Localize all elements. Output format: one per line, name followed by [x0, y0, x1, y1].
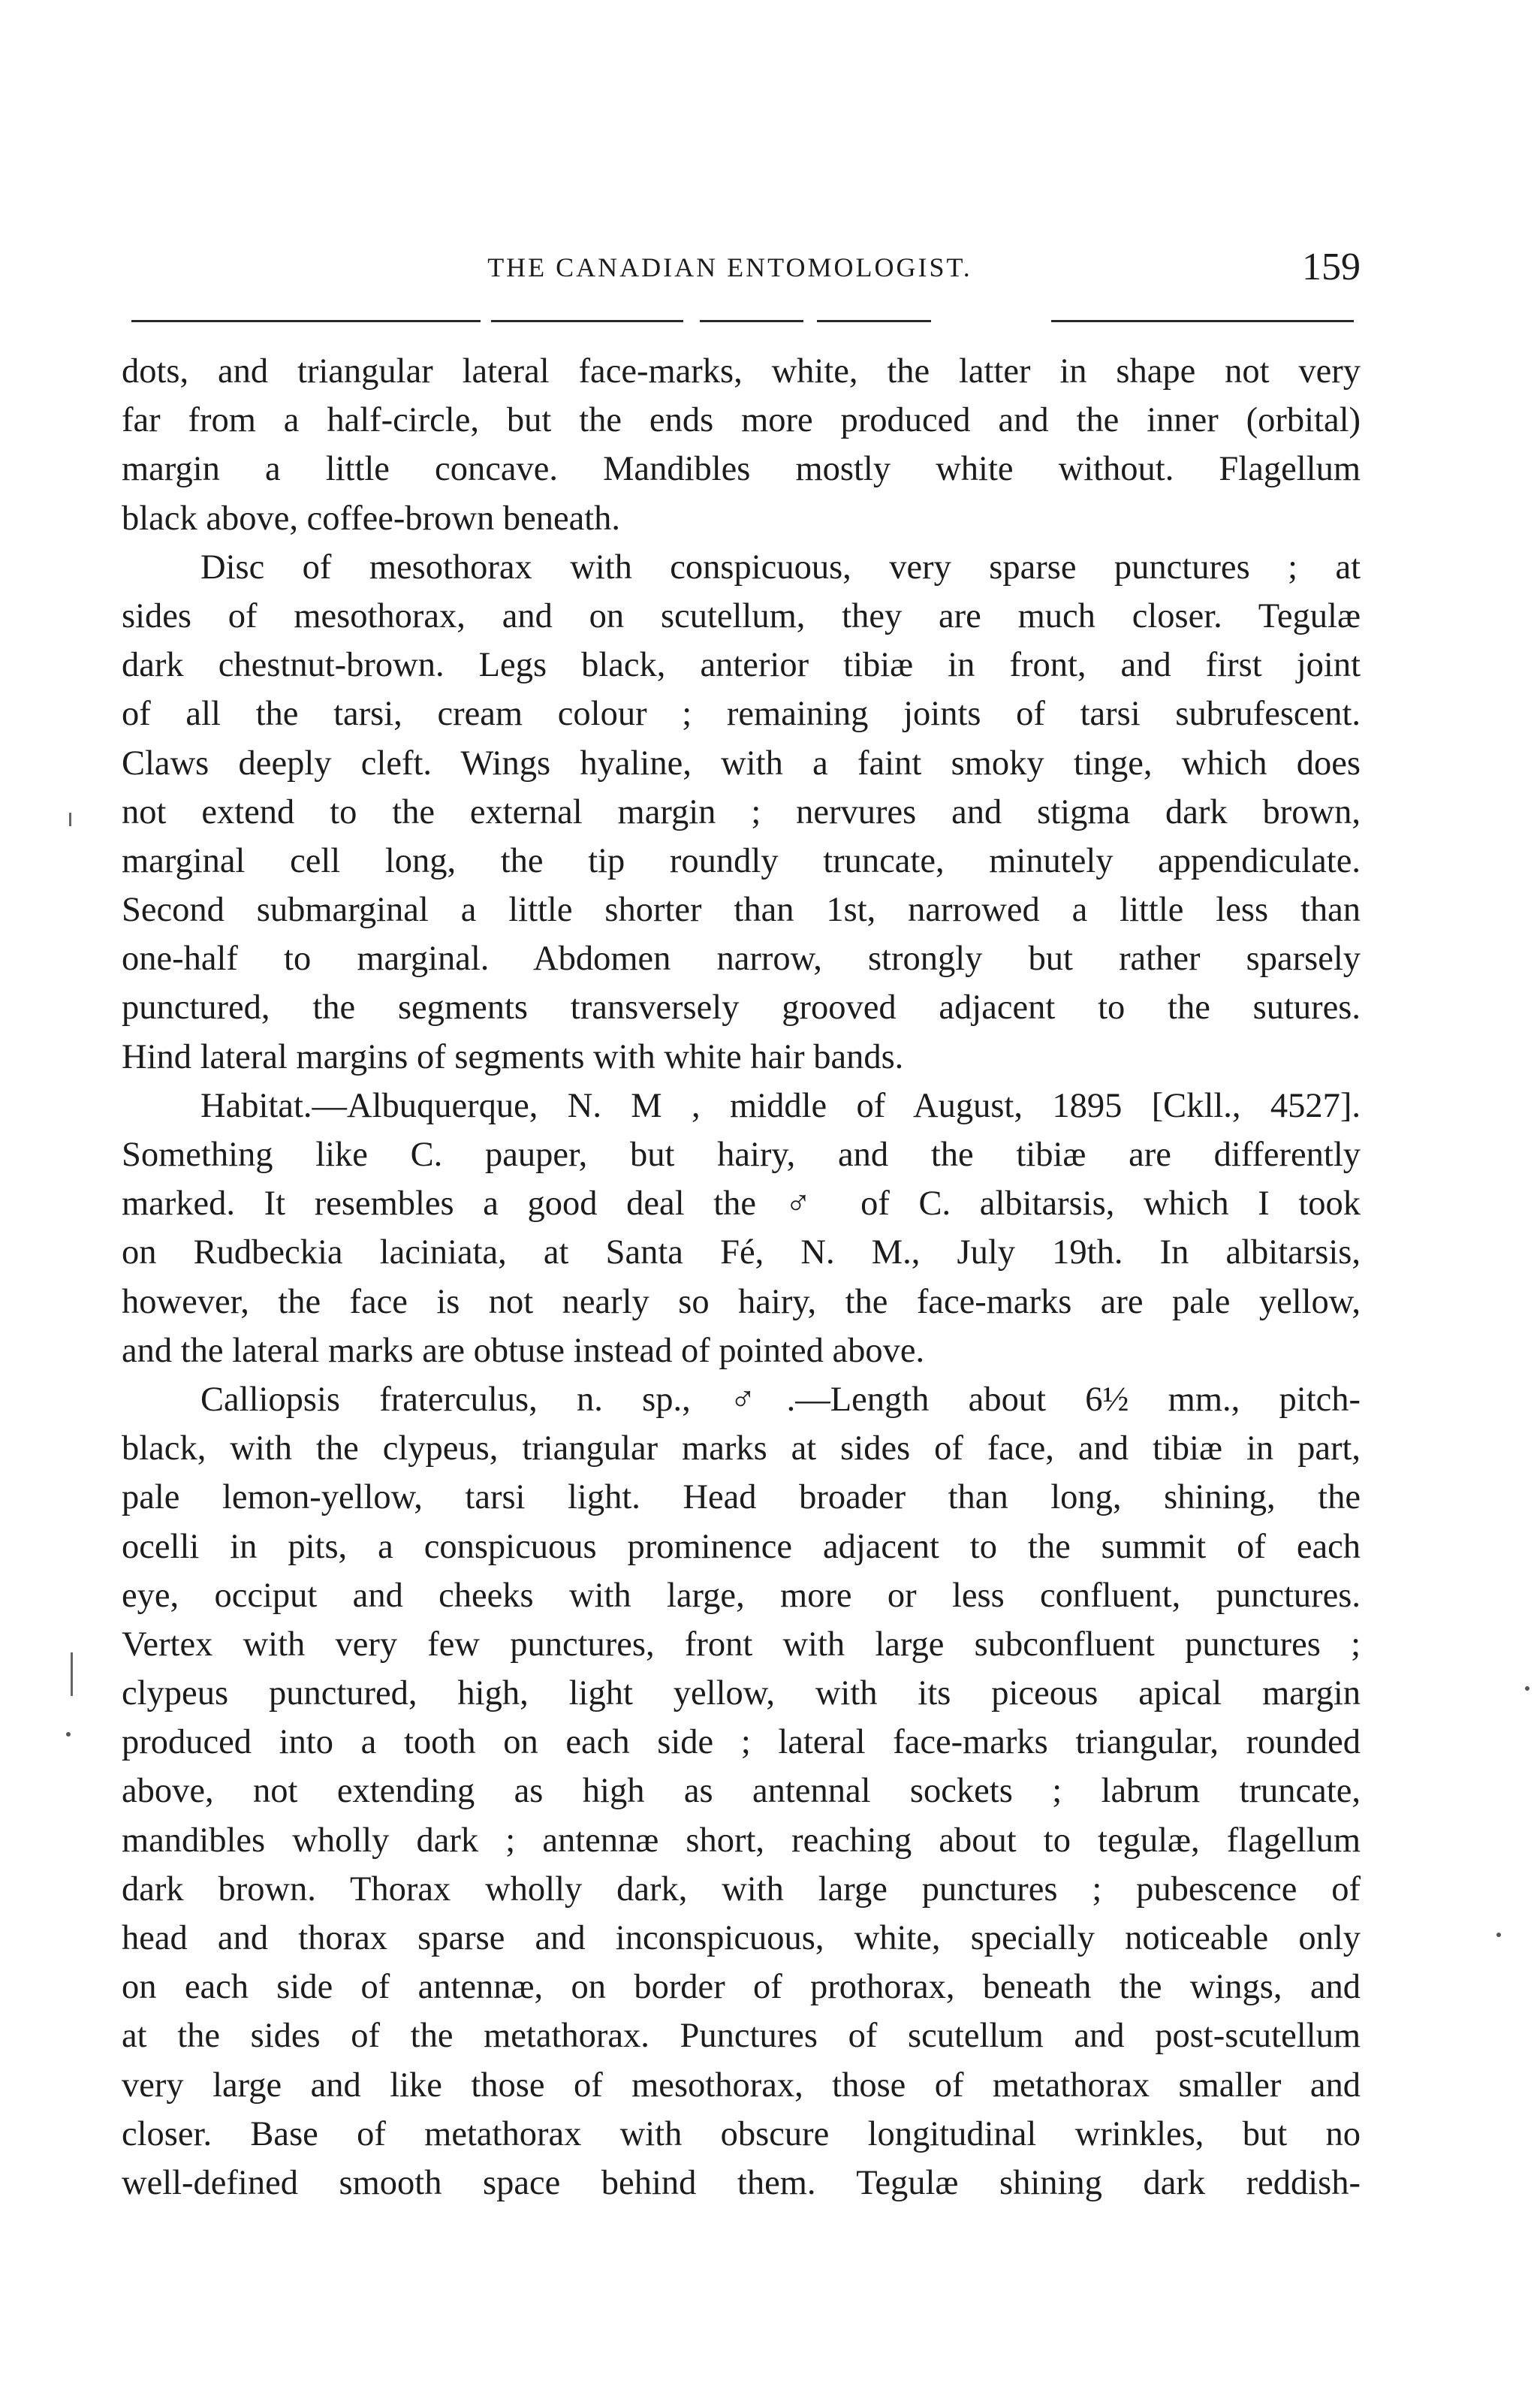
rule-break: [803, 317, 817, 324]
text-line: Vertex with very few punctures, front with large subconfluent punctures ;: [122, 1625, 1361, 1664]
rule-break: [931, 317, 1051, 324]
text-line: punctured, the segments transversely grooved adjacent to the sutures.: [122, 988, 1361, 1027]
text-line: margin a little concave. Mandibles mostly white without. Flagellum: [122, 450, 1361, 489]
text-line: produced into a tooth on each side ; lateral face-marks triangular, rounded: [122, 1723, 1361, 1762]
text-line: above, not extending as high as antennal sockets ; labrum truncate,: [122, 1772, 1361, 1811]
text-line: dots, and triangular lateral face-marks, white, the latter in shape not very: [122, 352, 1361, 391]
text-line: closer. Base of metathorax with obscure longitudinal wrinkles, but no: [122, 2114, 1361, 2153]
text-line: Claws deeply cleft. Wings hyaline, with a faint smoky tinge, which does: [122, 744, 1361, 783]
page-number: 159: [1302, 246, 1361, 288]
text-line: dark chestnut-brown. Legs black, anterior tibiæ in front, and first joint: [122, 646, 1361, 685]
text-line: very large and like those of mesothorax, those of metathorax smaller and: [122, 2066, 1361, 2105]
text-line: clypeus punctured, high, light yellow, with its piceous apical margin: [122, 1674, 1361, 1713]
rule-break: [481, 317, 491, 324]
text-line: Second submarginal a little shorter than 1st, narrowed a little less than: [122, 891, 1361, 930]
running-title: THE CANADIAN ENTOMOLOGIST.: [487, 252, 972, 282]
text-line: well-defined smooth space behind them. Tegulæ shining dark reddish-: [122, 2163, 1361, 2202]
text-line: mandibles wholly dark ; antennæ short, reaching about to tegulæ, flagellum: [122, 1821, 1361, 1860]
text-line: marginal cell long, the tip roundly truncate, minutely appendiculate.: [122, 841, 1361, 880]
margin-dot: [1525, 1686, 1529, 1691]
text-line: far from a half-circle, but the ends more produced and the inner (orbital): [122, 401, 1361, 440]
text-line: however, the face is not nearly so hairy, the face-marks are pale yellow,: [122, 1282, 1361, 1321]
text-line: on Rudbeckia laciniata, at Santa Fé, N. M., July 19th. In albitarsis,: [122, 1233, 1361, 1272]
body-text: [122, 347, 1361, 2207]
text-line: and the lateral marks are obtuse instead of pointed above.: [122, 1331, 925, 1370]
text-line: of all the tarsi, cream colour ; remaining joints of tarsi subrufescent.: [122, 695, 1361, 734]
text-line: sides of mesothorax, and on scutellum, they are much closer. Tegulæ: [122, 596, 1361, 635]
text-line: marked. It resembles a good deal the ♂ of C. albitarsis, which I took: [122, 1184, 1361, 1224]
text-line: Hind lateral margins of segments with white hair bands.: [122, 1037, 904, 1076]
header-rule: [131, 320, 1354, 322]
text-line: head and thorax sparse and inconspicuous, white, specially noticeable only: [122, 1919, 1361, 1957]
text-line: Disc of mesothorax with conspicuous, very sparse punctures ; at: [200, 548, 1361, 587]
text-line: at the sides of the metathorax. Punctures of scutellum and post-scutellum: [122, 2017, 1361, 2056]
text-line: ocelli in pits, a conspicuous prominence adjacent to the summit of each: [122, 1527, 1361, 1566]
text-line: Calliopsis fraterculus, n. sp., ♂.—Length about 6½ mm., pitch-: [200, 1380, 1361, 1419]
text-line: one-half to marginal. Abdomen narrow, strongly but rather sparsely: [122, 940, 1361, 979]
text-line: eye, occiput and cheeks with large, more or less confluent, punctures.: [122, 1576, 1361, 1615]
text-line: pale lemon-yellow, tarsi light. Head broader than long, shining, the: [122, 1478, 1361, 1517]
margin-dot: [1496, 1933, 1501, 1937]
text-line: black above, coffee-brown beneath.: [122, 499, 621, 538]
text-line: on each side of antennæ, on border of prothorax, beneath the wings, and: [122, 1968, 1361, 2007]
margin-mark: [69, 813, 71, 826]
text-line: Habitat.—Albuquerque, N. M , middle of August, 1895 [Ckll., 4527].: [200, 1086, 1361, 1125]
margin-mark: [71, 1652, 73, 1696]
text-line: Something like C. pauper, but hairy, and the tibiæ are differently: [122, 1136, 1361, 1174]
text-line: dark brown. Thorax wholly dark, with large punctures ; pubescence of: [122, 1869, 1361, 1909]
rule-break: [683, 317, 700, 324]
margin-dot: [66, 1732, 71, 1737]
text-line: black, with the clypeus, triangular marks at sides of face, and tibiæ in part,: [122, 1429, 1361, 1468]
page-header: [122, 245, 1361, 290]
text-line: not extend to the external margin ; nervures and stigma dark brown,: [122, 792, 1361, 831]
